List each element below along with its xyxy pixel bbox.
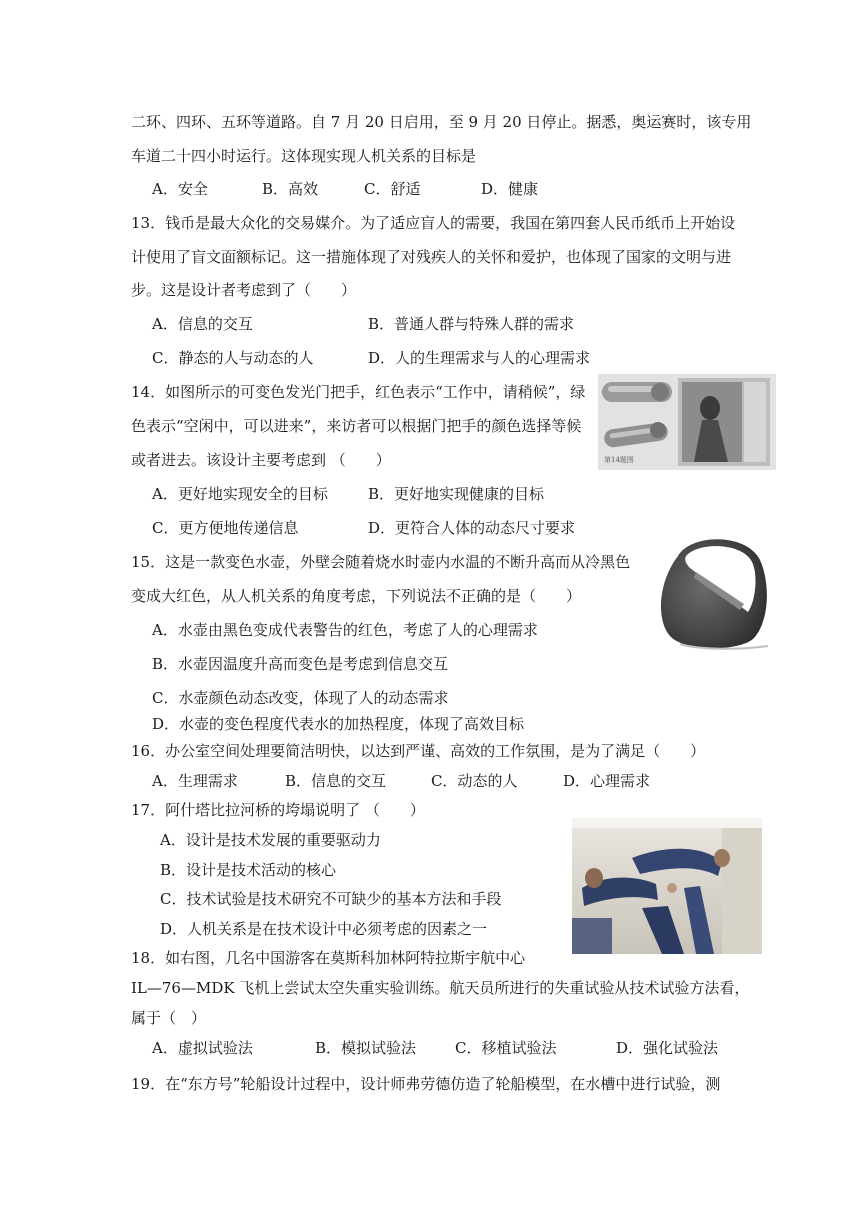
q15-option-c: C．水壶颜色动态改变，体现了人的动态需求 (152, 689, 449, 707)
q18-text-line3: 属于（ ） (131, 1009, 207, 1027)
q15-text-line2: 变成大红色，从人机关系的角度考虑，下列说法不正确的是（ ） (131, 587, 582, 605)
q16-option-d: D．心理需求 (563, 772, 651, 790)
q17-option-c: C．技术试验是技术研究不可缺少的基本方法和手段 (160, 890, 502, 908)
door-handle-caption: 第14题图 (604, 456, 634, 464)
q13-option-d: D．人的生理需求与人的心理需求 (368, 349, 591, 367)
q18-option-c: C．移植试验法 (455, 1039, 557, 1057)
q17-option-d: D．人机关系是在技术设计中必须考虑的因素之一 (160, 920, 488, 938)
q17-option-a: A．设计是技术发展的重要驱动力 (160, 831, 381, 849)
q14-option-b: B．更好地实现健康的目标 (368, 485, 545, 503)
q18-text-line2: IL—76—MDK 飞机上尝试太空失重实验训练。航天员所进行的失重试验从技术试验方法看， (131, 979, 750, 997)
q12-option-b: B．高效 (262, 180, 319, 198)
q16-option-c: C．动态的人 (431, 772, 518, 790)
q19-text-line1: 19．在“东方号”轮船设计过程中，设计师弗劳德仿造了轮船模型，在水槽中进行试验，测 (131, 1075, 721, 1093)
q13-text-line1: 13．钱币是最大众化的交易媒介。为了适应盲人的需要，我国在第四套人民币纸币上开始设 (131, 214, 736, 232)
q17-option-b: B．设计是技术活动的核心 (160, 861, 337, 879)
q15-option-d: D．水壶的变色程度代表水的加热程度，体现了高效目标 (152, 715, 525, 733)
q18-option-d: D．强化试验法 (616, 1039, 719, 1057)
q16-option-a: A．生理需求 (152, 772, 238, 790)
q13-option-c: C．静态的人与动态的人 (152, 349, 314, 367)
q14-text-line2: 色表示“空闲中，可以进来”，来访者可以根据门把手的颜色选择等候 (131, 417, 582, 435)
q18-option-b: B．模拟试验法 (315, 1039, 417, 1057)
q13-option-a: A．信息的交互 (152, 315, 253, 333)
weightlessness-image (572, 818, 762, 954)
q16-option-b: B．信息的交互 (285, 772, 387, 790)
q14-option-c: C．更方便地传递信息 (152, 519, 299, 537)
q13-text-line2: 计使用了盲文面额标记。这一措施体现了对残疾人的关怀和爱护，也体现了国家的文明与进 (131, 248, 732, 266)
q14-option-a: A．更好地实现安全的目标 (152, 485, 328, 503)
kettle-figure (650, 526, 774, 654)
q15-option-a: A．水壶由黑色变成代表警告的红色，考虑了人的心理需求 (152, 621, 538, 639)
weightlessness-photo (572, 818, 762, 954)
q12-option-d: D．健康 (481, 180, 539, 198)
q15-text-line1: 15．这是一款变色水壶，外壁会随着烧水时壶内水温的不断升高而从冷黑色 (131, 553, 631, 571)
kettle-image (650, 526, 774, 654)
q12-option-c: C．舒适 (364, 180, 421, 198)
q15-option-b: B．水壶因温度升高而变色是考虑到信息交互 (152, 655, 449, 673)
q12-text-line1: 二环、四环、五环等道路。自 7 月 20 日启用，至 9 月 20 日停止。据悉，奥运赛时，该专用 (131, 113, 752, 131)
q13-text-line3: 步。这是设计者考虑到了（ ） (131, 281, 357, 299)
q16-text-line1: 16．办公室空间处理要简洁明快，以达到严谨、高效的工作氛围，是为了满足（ ） (131, 742, 706, 760)
q18-option-a: A．虚拟试验法 (152, 1039, 253, 1057)
q12-text-line2: 车道二十四小时运行。这体现实现人机关系的目标是 (131, 147, 477, 165)
q17-text-line1: 17．阿什塔比拉河桥的垮塌说明了 （ ） (131, 801, 425, 819)
q12-option-a: A．安全 (152, 180, 208, 198)
q14-text-line3: 或者进去。该设计主要考虑到 （ ） (131, 451, 391, 469)
q14-text-line1: 14．如图所示的可变色发光门把手，红色表示“工作中，请稍候”，绿 (131, 383, 586, 401)
door-handle-figure (598, 374, 776, 470)
q18-text-line1: 18．如右图，几名中国游客在莫斯科加林阿特拉斯宇航中心 (131, 949, 526, 967)
q14-option-d: D．更符合人体的动态尺寸要求 (368, 519, 576, 537)
q13-option-b: B．普通人群与特殊人群的需求 (368, 315, 575, 333)
